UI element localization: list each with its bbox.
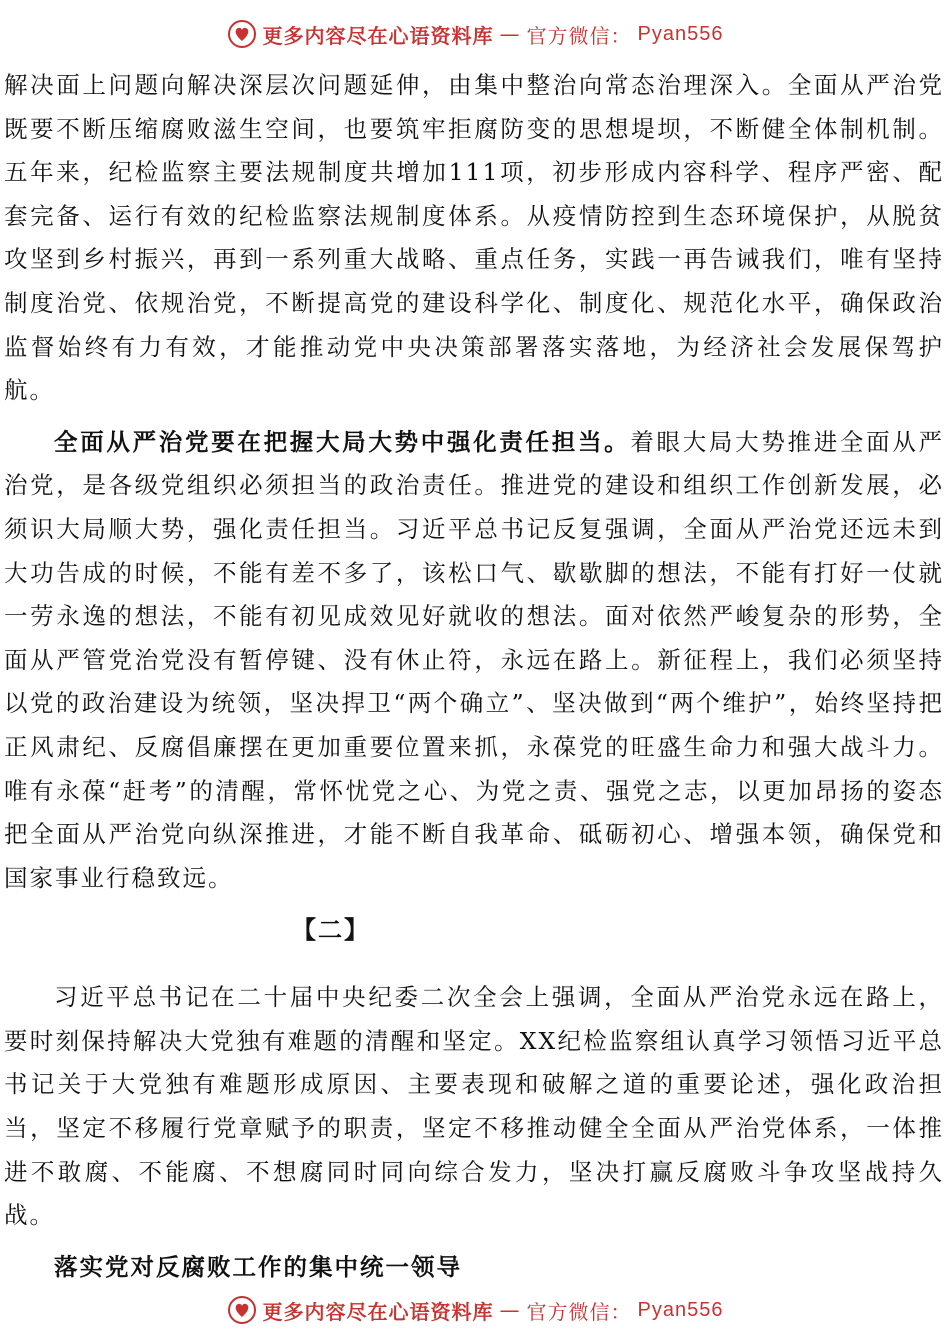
- paragraph-3: 习近平总书记在二十届中央纪委二次全会上强调，全面从严治党永远在路上，要时刻保持解决大党独有难题的清醒和坚定。XX纪检监察组认真学习领悟习近平总书记关于大党独有难题形成原因、主要表现和破解之道的重要论述，强化政治担当，坚定不移履行党章赋予的职责，坚定不移推动健全全面从严治党体系，一体推进不敢腐、不能腐、不想腐同时同向综合发力，坚决打赢反腐败斗争攻坚战持久战。: [4, 983, 944, 1230]
- watermark-account: Pyan556: [637, 1298, 724, 1321]
- heart-logo-icon: [227, 19, 257, 49]
- paragraph-2: [0, 421, 950, 901]
- subheading: 落实党对反腐败工作的集中统一领导: [54, 1252, 462, 1281]
- footer-watermark: [0, 1290, 950, 1330]
- watermark-account: Pyan556: [637, 22, 724, 45]
- watermark-separator: —: [499, 1298, 521, 1322]
- paragraph-1: 解决面上问题向解决深层次问题延伸，由集中整治向常态治理深入。全面从严治党既要不断压缩腐败滋生空间，也要筑牢拒腐防变的思想堤坝，不断健全体制机制。五年来，纪检监察主要法规制度共增加111项，初步形成内容科学、程序严密、配套完备、运行有效的纪检监察法规制度体系。从疫情防控到生态环境保护，从脱贫攻坚到乡村振兴，再到一系列重大战略、重点任务，实践一再告诫我们，唯有坚持制度治党、依规治党，不断提高党的建设科学化、制度化、规范化水平，确保政治监督始终有力有效，才能推动党中央决策部署落实落地，为经济社会发展保驾护航。: [4, 71, 944, 405]
- watermark-separator: —: [499, 22, 521, 46]
- watermark-label: 官方微信：: [526, 23, 632, 48]
- watermark-text: 更多内容尽在心语资料库: [262, 1299, 494, 1324]
- watermark-label: 官方微信：: [526, 1299, 632, 1324]
- header-watermark: [0, 14, 950, 54]
- watermark-text: 更多内容尽在心语资料库: [262, 23, 494, 48]
- heart-logo-icon: [227, 1295, 257, 1325]
- section-heading: 【二】: [292, 915, 370, 945]
- document-body: [0, 64, 950, 1289]
- paragraph-2-lead: 全面从严治党要在把握大局大势中强化责任担当。: [54, 427, 631, 456]
- paragraph-2-body: 着眼大局大势推进全面从严治党，是各级党组织必须担当的政治责任。推进党的建设和组织工作创新发展，必须识大局顺大势，强化责任担当。习近平总书记反复强调，全面从严治党还远未到大功告成的时候，不能有差不多了，该松口气、歇歇脚的想法，不能有打好一仗就一劳永逸的想法，不能有初见成效见好就收的想法。面对依然严峻复杂的形势，全面从严管党治党没有暂停键、没有休止符，永远在路上。新征程上，我们必须坚持以党的政治建设为统领，坚决捍卫“两个确立”、坚决做到“两个维护”，始终坚持把正风肃纪、反腐倡廉摆在更加重要位置来抓，永葆党的旺盛生命力和强大战斗力。唯有永葆“赶考”的清醒，常怀忧党之心、为党之责、强党之志，以更加昂扬的姿态把全面从严治党向纵深推进，才能不断自我革命、砥砺初心、增强本领，确保党和国家事业行稳致远。: [4, 427, 945, 892]
